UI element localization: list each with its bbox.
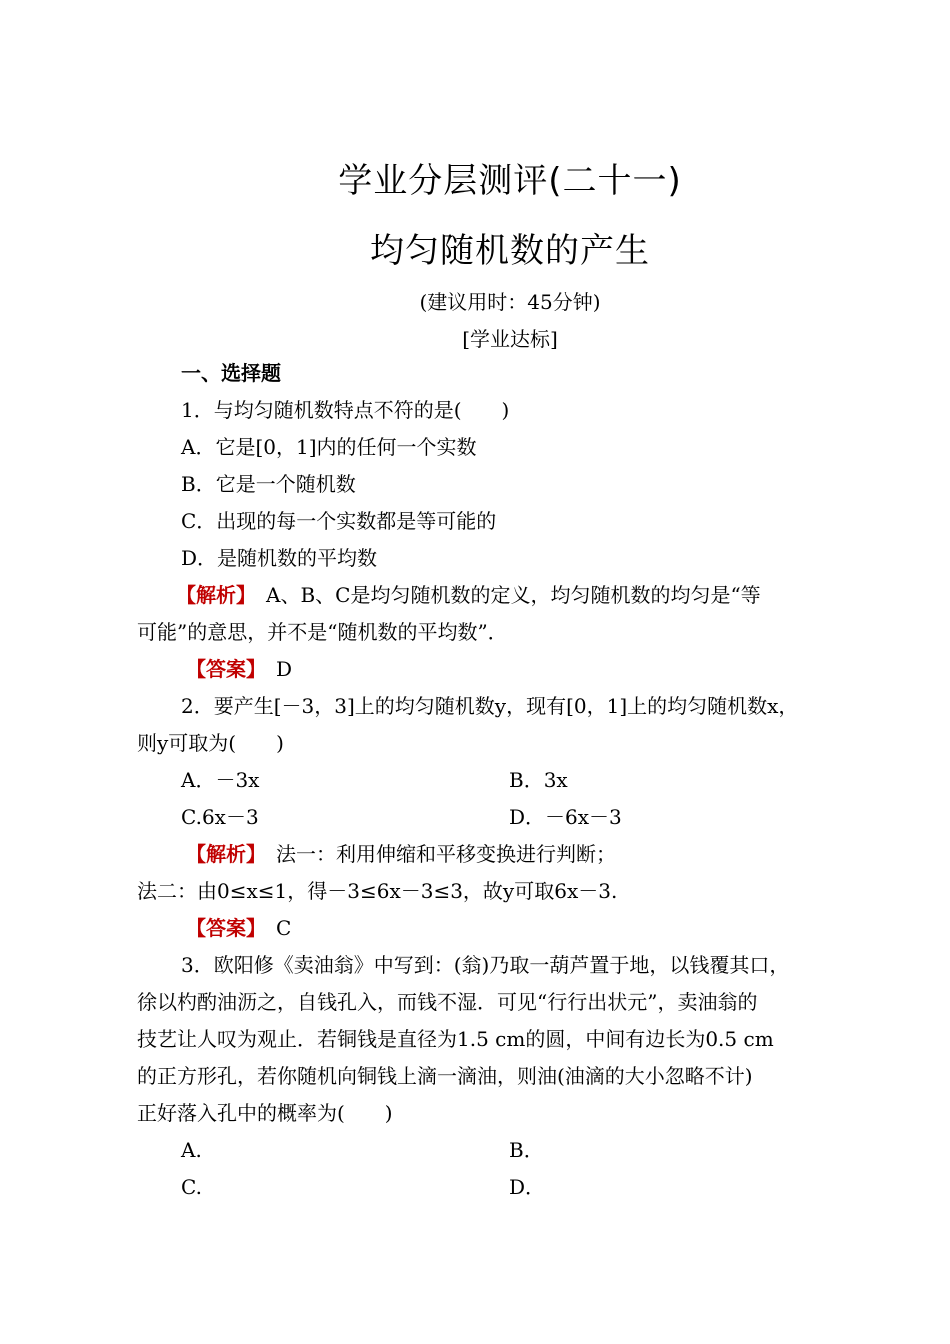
q1-stem: 1．与均匀随机数特点不符的是( )	[181, 398, 510, 422]
q2-stem-line2: 则y可取为( )	[137, 731, 284, 755]
q2-option-b: B．3x	[509, 768, 568, 792]
q1-analysis-text1: A、B、C是均匀随机数的定义，均匀随机数的均匀是“等	[246, 583, 761, 607]
q2-analysis-line1	[186, 840, 616, 868]
q3-option-c: C.	[181, 1175, 202, 1199]
page-subtitle: 均匀随机数的产生	[370, 231, 650, 271]
q1-answer-label: 【答案】	[186, 657, 256, 681]
q2-answer-value: C	[256, 916, 292, 940]
section-heading: 一、选择题	[181, 361, 281, 385]
q1-option-a: A．它是[0，1]内的任何一个实数	[181, 435, 477, 459]
q2-analysis-label: 【解析】	[186, 842, 256, 866]
q2-option-d: D．－6x－3	[509, 805, 622, 829]
q2-analysis-text1: 法一：利用伸缩和平移变换进行判断；	[256, 842, 616, 866]
section-tag: [学业达标]	[462, 327, 558, 351]
q1-option-d: D．是随机数的平均数	[181, 546, 378, 570]
q3-option-a: A.	[181, 1138, 202, 1162]
q2-analysis-line2: 法二：由0≤x≤1，得－3≤6x－3≤3，故y可取6x－3.	[137, 879, 618, 903]
q1-answer-line	[186, 655, 292, 683]
q1-analysis-line2: 可能”的意思，并不是“随机数的平均数”．	[137, 620, 508, 644]
q3-stem-line4: 的正方形孔，若你随机向铜钱上滴一滴油，则油(油滴的大小忽略不计)	[137, 1064, 753, 1088]
q3-option-d: D．	[509, 1175, 546, 1199]
q1-analysis-line1	[176, 581, 761, 609]
q2-stem-line1: 2．要产生[－3，3]上的均匀随机数y，现有[0，1]上的均匀随机数x，	[181, 694, 799, 718]
q3-stem-line2: 徐以杓酌油沥之，自钱孔入，而钱不湿．可见“行行出状元”，卖油翁的	[137, 990, 758, 1014]
page-title: 学业分层测评(二十一)	[338, 161, 682, 201]
q2-answer-label: 【答案】	[186, 916, 256, 940]
q1-analysis-label: 【解析】	[176, 583, 246, 607]
q2-option-c: C.6x－3	[181, 805, 259, 829]
time-hint: (建议用时：45分钟)	[419, 290, 601, 314]
q2-option-a: A．－3x	[181, 768, 260, 792]
q2-answer-line	[186, 914, 291, 942]
q1-answer-value: D	[256, 657, 293, 681]
q3-option-b: B．	[509, 1138, 544, 1162]
q1-option-b: B．它是一个随机数	[181, 472, 356, 496]
q3-stem-line1: 3．欧阳修《卖油翁》中写到：(翁)乃取一葫芦置于地，以钱覆其口，	[181, 953, 790, 977]
q3-stem-line3: 技艺让人叹为观止．若铜钱是直径为1.5 cm的圆，中间有边长为0.5 cm	[137, 1027, 774, 1051]
q1-option-c: C．出现的每一个实数都是等可能的	[181, 509, 497, 533]
q3-stem-line5: 正好落入孔中的概率为( )	[137, 1101, 393, 1125]
